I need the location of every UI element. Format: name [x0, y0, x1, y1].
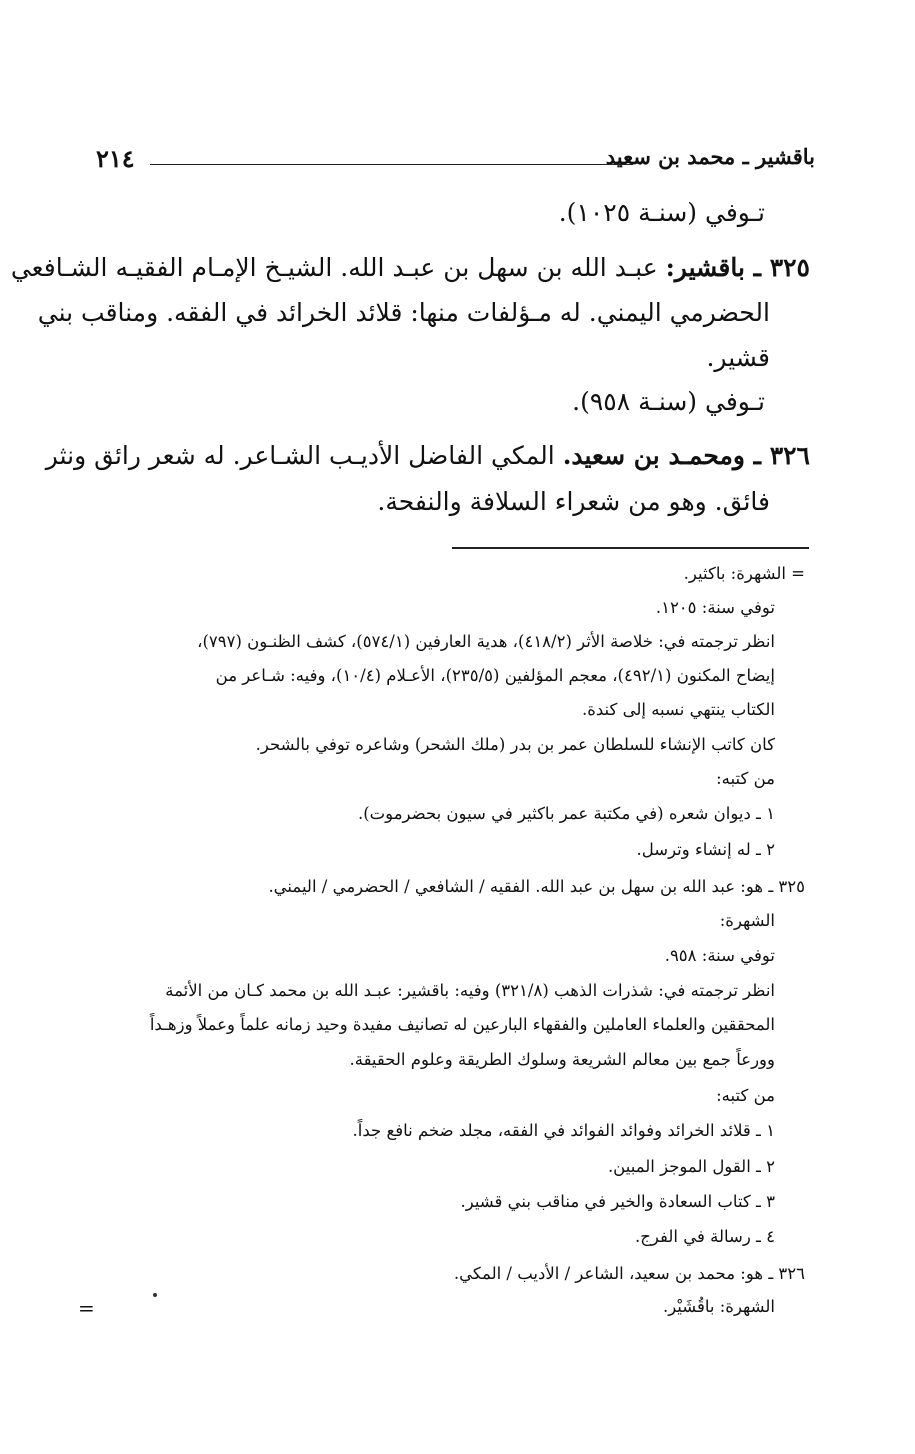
footnote-line: ٢ ـ له إنشاء وترسل.	[636, 840, 775, 859]
death-note-1025: تـوفي (سنـة ١٠٢٥).	[558, 198, 765, 227]
footnote-line: الكتاب ينتهي نسبه إلى كندة.	[581, 700, 775, 719]
footnote-line: توفي سنة: ٩٥٨.	[664, 946, 775, 965]
entry-326-line-2: فائق. وهو من شعراء السلافة والنفحة.	[377, 487, 770, 516]
footnote-line: كان كاتب الإنشاء للسلطان عمر بن بدر (ملك الشحر) وشاعره توفي بالشحر.	[255, 735, 775, 754]
footnote-line: = الشهرة: باكثير.	[683, 564, 805, 583]
entry-325-text: عبـد الله بن سهل بن عبـد الله. الشيـخ الإمـام الفقيـه الشـافعي	[10, 253, 658, 282]
footnote-line: إيضاح المكنون (٤٩٢/١)، معجم المؤلفين (٢٣٥/٥)، الأعـلام (١٠/٤)، وفيه: شـاعر من	[215, 666, 775, 685]
entry-325-number: ٣٢٥ ـ باقشير:	[665, 253, 810, 282]
footnote-rule	[452, 547, 809, 549]
footnote-line: المحققين والعلماء العاملين والفقهاء البارعين له تصانيف مفيدة وحيد زمانه علماً وعملاً وزهـداً	[149, 1015, 775, 1034]
footnote-line: ١ ـ قلائد الخرائد وفوائد الفوائد في الفقه، مجلد ضخم نافع جداً.	[352, 1121, 775, 1140]
running-title: باقشير ـ محمد بن سعيد	[605, 144, 815, 169]
footnote-line: ٣٢٥ ـ هو: عبد الله بن سهل بن عبد الله. الفقيه / الشافعي / الحضرمي / اليمني.	[268, 877, 805, 896]
continuation-mark: =	[78, 1296, 95, 1320]
entry-325-line-2: الحضرمي اليمني. له مـؤلفات منها: قلائد الخرائد في الفقه. ومناقب بني	[37, 298, 770, 327]
footnote-line: ٤ ـ رسالة في الفرج.	[635, 1227, 775, 1246]
footnote-line: ٣ ـ كتاب السعادة والخير في مناقب بني قشير.	[460, 1192, 775, 1211]
footnote-line: الشهرة:	[719, 911, 775, 930]
speck	[153, 1293, 157, 1297]
entry-325-line-3: قشير.	[706, 343, 770, 372]
entry-325-death: تـوفي (سنـة ٩٥٨).	[572, 387, 765, 416]
footnote-line: من كتبه:	[716, 769, 775, 788]
footnote-line: انظر ترجمته في: شذرات الذهب (٣٢١/٨) وفيه: باقشير: عبـد الله بن محمد كـان من الأئمة	[165, 981, 775, 1000]
footnote-line: ١ ـ ديوان شعره (في مكتبة عمر باكثير في سيون بحضرموت).	[357, 804, 775, 823]
footnote-line: انظر ترجمته في: خلاصة الأثر (٤١٨/٢)، هدية العارفين (٥٧٤/١)، كشف الظنـون (٧٩٧)،	[197, 632, 775, 651]
header-rule	[150, 164, 633, 165]
page-number: ٢١٤	[96, 144, 135, 173]
footnote-line: ٢ ـ القول الموجز المبين.	[607, 1157, 775, 1176]
footnote-line: ٣٢٦ ـ هو: محمد بن سعيد، الشاعر / الأديب / المكي.	[453, 1264, 805, 1283]
footnote-line: الشهرة: باقُشَيْر.	[662, 1297, 775, 1316]
entry-326-number: ٣٢٦ ـ ومحمـد بن سعيد.	[562, 441, 810, 470]
footnote-line: توفي سنة: ١٢٠٥.	[655, 598, 775, 617]
footnote-line: من كتبه:	[716, 1086, 775, 1105]
entry-325-line-1	[11, 253, 810, 282]
entry-326-line-1	[46, 441, 810, 470]
footnote-line: وورعاً جمع بين معالم الشريعة وسلوك الطريقة وعلوم الحقيقة.	[349, 1050, 775, 1069]
entry-326-text: المكي الفاضل الأديـب الشـاعر. له شعر رائق ونثر	[45, 441, 555, 470]
